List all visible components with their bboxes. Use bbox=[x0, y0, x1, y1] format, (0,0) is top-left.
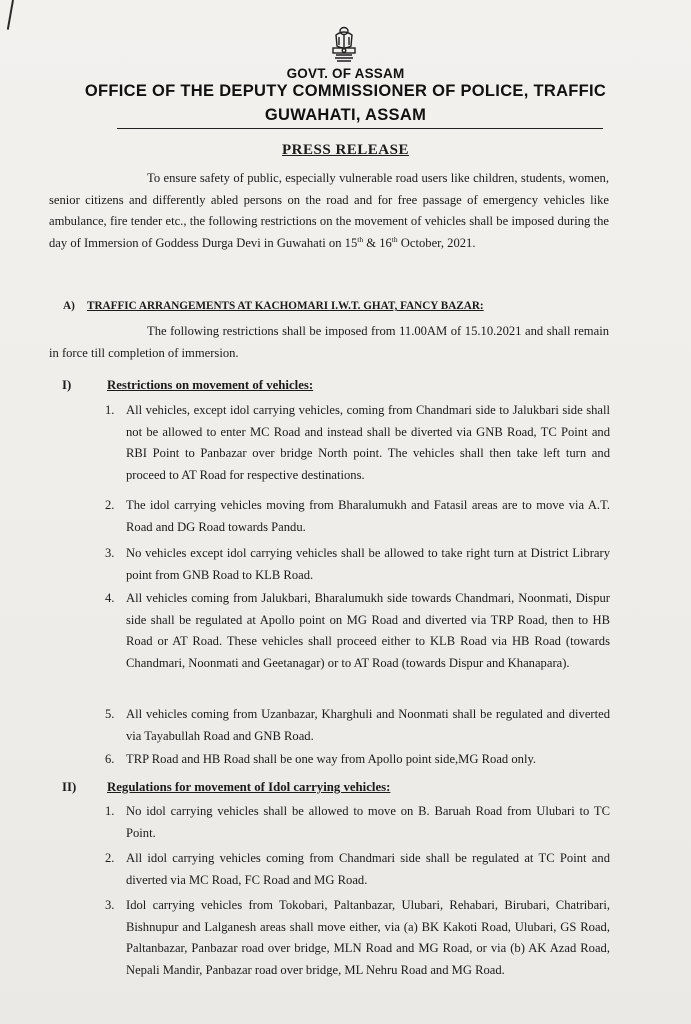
list-item-number: 1. bbox=[105, 804, 115, 818]
office-heading: OFFICE OF THE DEPUTY COMMISSIONER OF POLICE, TRAFFIC bbox=[84, 82, 607, 100]
list-item-text: All vehicles coming from Uzanbazar, Kharghuli and Noonmati shall be regulated and diverted via Tayabullah Road and GNB Road. bbox=[126, 707, 610, 743]
list-item-text: TRP Road and HB Road shall be one way from Apollo point side,MG Road only. bbox=[126, 752, 537, 766]
intro-sup-2: th bbox=[391, 234, 398, 244]
list-item-number: 1. bbox=[105, 403, 115, 417]
intro-text: To ensure safety of public, especially vulnerable road users like children, students, women, senior citizens and differently abled persons on the road and for free passage of emergency vehicles like ambulance, fire tender etc., the following restrictions on the movement of vehicles shall be imposed during the day of Immersion of Goddess Durga Devi in Guwahati on 15 bbox=[49, 171, 609, 250]
list-item-number: 5. bbox=[105, 707, 115, 721]
intro-paragraph bbox=[49, 168, 609, 254]
list-item-text: All vehicles coming from Jalukbari, Bharalumukh side towards Chandmari, Noonmati, Dispur side shall be regulated at Apollo point on MG Road and diverted via TRP Road, then to HB Road or AT Road. These vehicles shall proceed either to KLB Road via HB Road (towards Chandmari, Noonmati and Geetanagar) or to AT Road (towards Dispur and Khanapara). bbox=[126, 591, 610, 670]
pen-mark bbox=[7, 0, 14, 30]
list-item-text: All idol carrying vehicles coming from Chandmari side shall be regulated at TC Point and diverted via MC Road, FC Road and MG Road. bbox=[126, 851, 610, 887]
list-item-text: All vehicles, except idol carrying vehicles, coming from Chandmari side to Jalukbari side shall not be allowed to enter MC Road and instead shall be diverted via GNB Road, TC Point and RBI Point to Panbazar over bridge North point. The vehicles shall then take left turn and proceed to AT Road for respective destinations. bbox=[126, 403, 610, 482]
list-item-text: Idol carrying vehicles from Tokobari, Paltanbazar, Ulubari, Rehabari, Birubari, Chatribari, Bishnupur and Lalganesh areas shall move either, via (a) BK Kakoti Road, Ulubari, GS Road, Paltanbazar, Panbazar road over bridge, MLN Road and MG Road, or via (b) AK Azad Road, Nepali Mandir, Panbazar road over bridge, ML Nehru Road and MG Road. bbox=[126, 898, 610, 977]
intro-mid: & 16 bbox=[363, 235, 392, 250]
section-a-title: TRAFFIC ARRANGEMENTS AT KACHOMARI I.W.T. GHAT, FANCY BAZAR: bbox=[87, 300, 484, 312]
list-item-text: No vehicles except idol carrying vehicles shall be allowed to take right turn at District Library point from GNB Road to KLB Road. bbox=[126, 546, 610, 582]
national-emblem-icon bbox=[327, 26, 361, 64]
list-item-text: No idol carrying vehicles shall be allowed to move on B. Baruah Road from Ulubari to TC Point. bbox=[126, 804, 610, 840]
list-item-text: The idol carrying vehicles moving from Bharalumukh and Fatasil areas are to move via A.T. Road and DG Road towards Pandu. bbox=[126, 498, 610, 534]
regulations-number: II) bbox=[62, 780, 77, 794]
header-rule bbox=[117, 128, 603, 129]
restrictions-number: I) bbox=[62, 378, 72, 392]
list-item-number: 4. bbox=[105, 591, 115, 605]
city-heading: GUWAHATI, ASSAM bbox=[264, 106, 427, 124]
intro-end: October, 2021. bbox=[397, 235, 476, 250]
restrictions-title: Restrictions on movement of vehicles: bbox=[107, 378, 314, 392]
section-a-label: A) bbox=[63, 300, 75, 312]
section-a-paragraph: The following restrictions shall be imposed from 11.00AM of 15.10.2021 and shall remain in force till completion of immersion. bbox=[49, 324, 609, 360]
list-item-number: 2. bbox=[105, 498, 115, 512]
intro-sup-1: th bbox=[357, 234, 364, 244]
section-a-heading bbox=[63, 300, 484, 312]
regulations-title: Regulations for movement of Idol carrying vehicles: bbox=[107, 780, 391, 794]
list-item-number: 3. bbox=[105, 546, 115, 560]
list-item-number: 3. bbox=[105, 898, 115, 912]
page-title: PRESS RELEASE bbox=[282, 142, 409, 158]
list-item-number: 2. bbox=[105, 851, 115, 865]
list-item-number: 6. bbox=[105, 752, 115, 766]
govt-heading: GOVT. OF ASSAM bbox=[286, 66, 405, 81]
